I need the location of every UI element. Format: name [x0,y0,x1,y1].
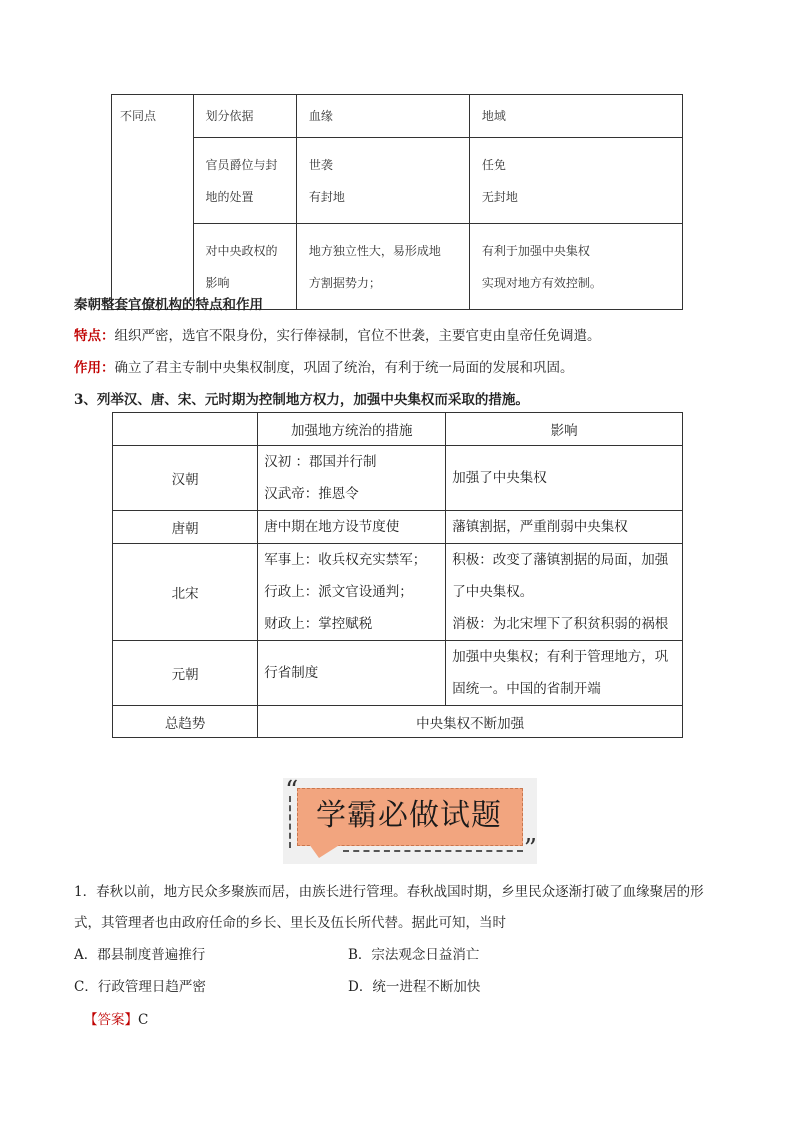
answer-line [84,1008,148,1028]
measures-cell: 唐中期在地方设节度使 [258,511,446,544]
features-text: 组织严密，选官不限身份，实行俸禄制，官位不世袭，主要官吏由皇帝任免调遣。 [114,328,601,344]
option-c: C．行政管理日趋严密 [74,979,206,995]
answer-label: 【答案】 [84,1012,138,1028]
impact-cell: 藩镇割据，严重削弱中央集权 [446,511,683,544]
option-d: D．统一进程不断加快 [348,979,481,995]
question-1-line-1: 1．春秋以前，地方民众多聚族而居，由族长进行管理。春秋战国时期，乡里民众逐渐打破了血缘聚居的形 [74,884,704,900]
measures-cell: 行省制度 [258,641,446,706]
table-cell: 有利于加强中央集权 实现对地方有效控制。 [469,224,682,310]
table-header: 影响 [446,413,683,446]
table-cell: 任免 无封地 [469,138,682,224]
measures-cell: 军事上：收兵权充实禁军； 行政上：派文官设通判； 财政上：掌控赋税 [258,544,446,641]
table-row [112,95,683,138]
question-1-line-2: 式，其管理者也由政府任命的乡长、里长及伍长所代替。据此可知，当时 [74,915,506,931]
close-quote-icon: ” [523,834,537,864]
impact-cell: 加强了中央集权 [446,446,683,511]
open-quote-icon: “ [285,776,299,806]
banner-dash-bottom [343,850,523,852]
table-cell: 世袭 有封地 [296,138,469,224]
table-header [113,413,258,446]
table-cell: 划分依据 [193,95,296,138]
features-label: 特点： [74,328,115,344]
table-cell: 官员爵位与封 地的处置 [193,138,296,224]
effects-paragraph [74,356,574,376]
question-3-title: 3、列举汉、唐、宋、元时期为控制地方权力，加强中央集权而采取的措施。 [74,392,529,408]
table-row [113,446,683,511]
table-cell: 地方独立性大，易形成地 方割据势力； [296,224,469,310]
section-banner [283,778,537,864]
comparison-table [111,94,683,310]
table-header-row [113,413,683,446]
impact-cell: 加强中央集权；有利于管理地方，巩 固统一。中国的省制开端 [446,641,683,706]
table-cell: 对中央政权的 影响 [193,224,296,310]
measures-table [112,412,683,738]
dynasty-cell: 汉朝 [113,446,258,511]
table-header: 加强地方统治的措施 [258,413,446,446]
table-row [113,641,683,706]
features-paragraph [74,324,601,344]
table-row [113,706,683,738]
answer-value: C [138,1012,149,1028]
table-cell: 血缘 [296,95,469,138]
option-b: B．宗法观念日益消亡 [348,947,480,963]
option-a: A．郡县制度普遍推行 [74,947,206,963]
trend-value: 中央集权不断加强 [258,706,683,738]
section-title: 秦朝整套官僚机构的特点和作用 [74,297,263,313]
impact-cell: 积极：改变了藩镇割据的局面，加强 了中央集权。 消极：为北宋埋下了积贫积弱的祸根 [446,544,683,641]
differences-label: 不同点 [112,95,194,310]
effects-label: 作用： [74,360,115,376]
dynasty-cell: 北宋 [113,544,258,641]
table-cell: 地域 [469,95,682,138]
trend-label: 总趋势 [113,706,258,738]
dynasty-cell: 唐朝 [113,511,258,544]
banner-title: 学霸必做试题 [316,798,502,833]
speech-tail-icon [309,844,341,858]
dynasty-cell: 元朝 [113,641,258,706]
measures-cell: 汉初 ：郡国并行制 汉武帝：推恩令 [258,446,446,511]
table-row [113,544,683,641]
table-row [112,138,683,224]
effects-text: 确立了君主专制中央集权制度，巩固了统治，有利于统一局面的发展和巩固。 [114,360,574,376]
table-row [113,511,683,544]
